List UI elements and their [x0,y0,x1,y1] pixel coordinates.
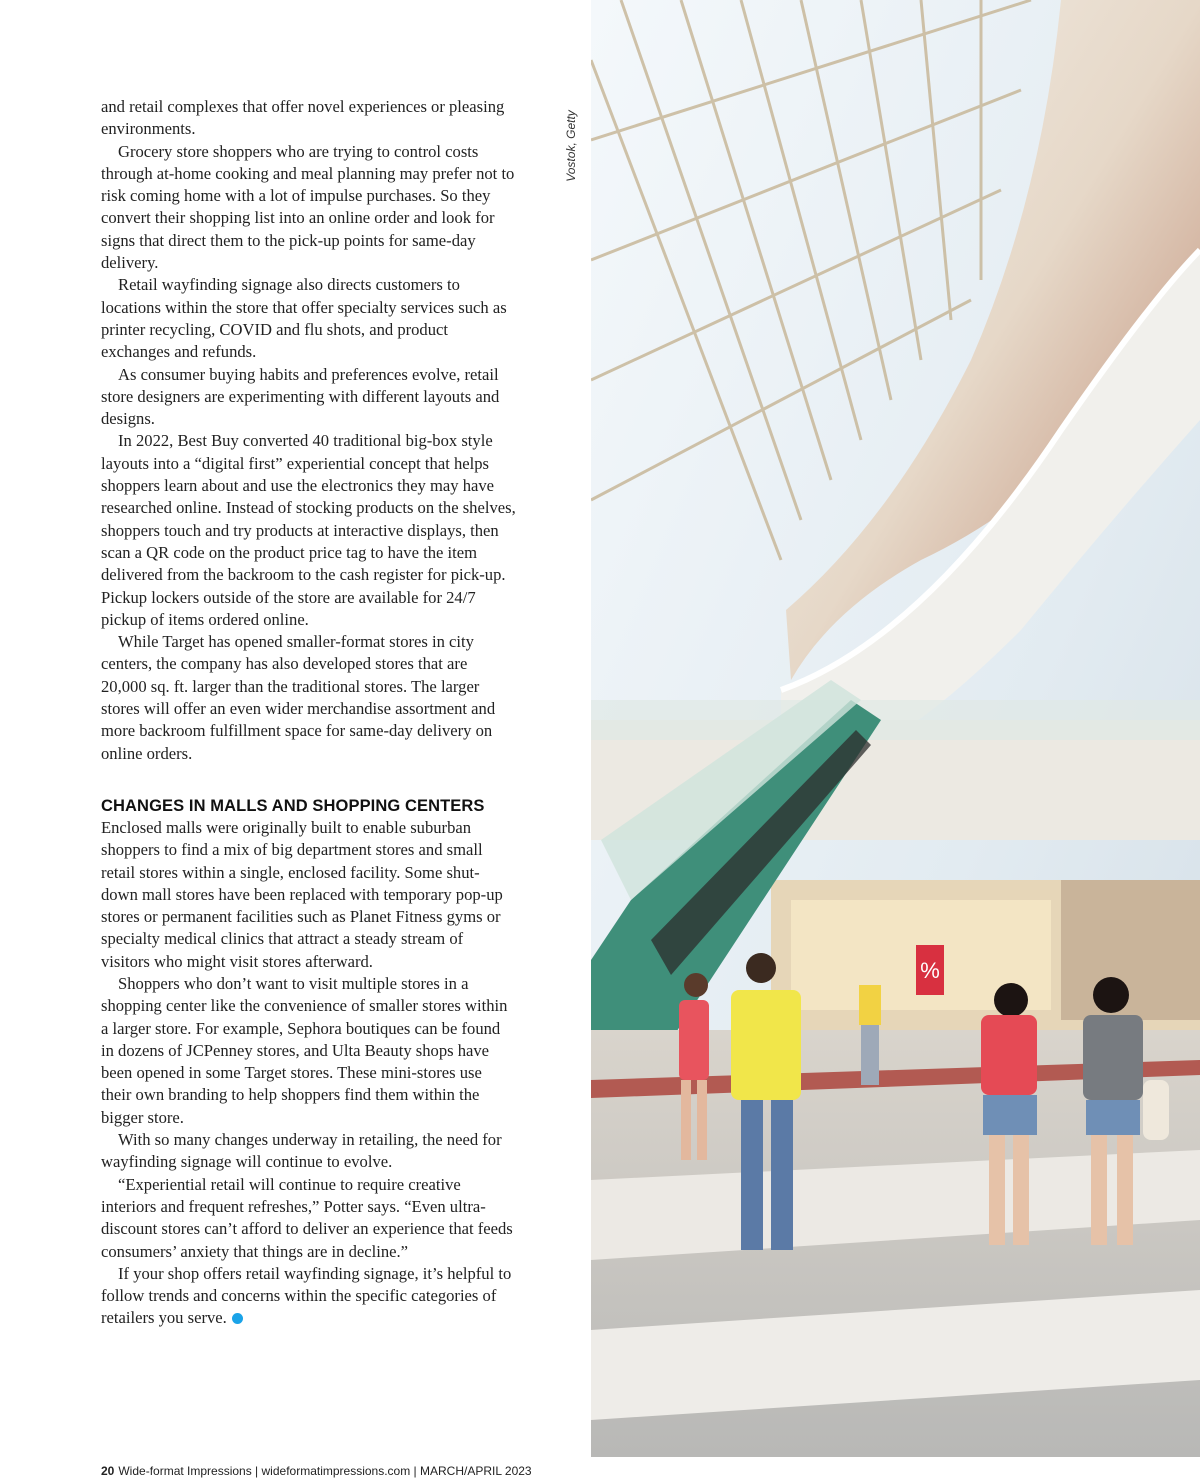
page-footer [101,1464,532,1478]
sale-sign-text: % [920,958,940,983]
paragraph-6: While Target has opened smaller-format stores in city centers, the company has also developed stores that are 20,000 sq. ft. larger than the traditional stores. The larger stores will offer an even wider merchandise assortment and more backroom fulfillment space for same-day delivery on online orders. [101,632,496,763]
shopper-background [859,985,881,1085]
paragraph-5: In 2022, Best Buy converted 40 traditional big-box style layouts into a “digital first” experiential concept that helps shoppers learn about and use the electronics they may have researched online. Instead of stocking products on the shelves, shoppers touch and try products at interactive displays, then scan a QR code on the product price tag to have the item delivered from the backroom to the cash register for pick-up. Pickup lockers outside of the store are available for 24/7 pickup of items ordered online. [101,431,516,629]
paragraph-9: With so many changes underway in retailing, the need for wayfinding signage will continue to evolve. [101,1130,502,1172]
photo-credit-text: Vostok, Getty [564,110,578,182]
paragraph-3: Retail wayfinding signage also directs customers to locations within the store that offer specialty services such as printer recycling, COVID and flu shots, and product exchanges and refunds. [101,275,507,362]
section-heading: CHANGES IN MALLS AND SHOPPING CENTERS [101,796,485,815]
paragraph-8: Shoppers who don’t want to visit multiple stores in a shopping center like the convenience of smaller stores within a larger store. For example, Sephora boutiques can be found in dozens of JCPenney stores, and Ulta Beauty shops have been opened in some Target stores. These mini-stores use their own branding to help shoppers find them within the bigger store. [101,973,508,1127]
upper-railing [591,700,1200,740]
mall-photo [591,0,1200,1457]
store-right [1061,880,1200,1020]
paragraph-11-text: If your shop offers retail wayfinding signage, it’s helpful to follow trends and concerns within the specific categories of retailers you serve. [101,1263,512,1328]
paragraph-7: Enclosed malls were originally built to enable suburban shoppers to find a mix of big department stores and small retail stores within a single, enclosed facility. Some shut-down mall stores have been replaced with temporary pop-up stores or permanent facilities such as Planet Fitness gyms or specialty medical clinics that attract a steady stream of visitors who might visit stores afterward. [101,817,503,971]
photo-credit [562,100,580,192]
end-mark-icon [232,1313,243,1324]
paragraph-1: and retail complexes that offer novel experiences or pleasing environments. [101,97,505,139]
paragraph-4: As consumer buying habits and preferences evolve, retail store designers are experimenting with different layouts and designs. [101,364,500,429]
page-number: 20 [101,1464,115,1478]
article-column [101,96,516,1330]
paragraph-11 [101,1263,516,1330]
paragraph-10: “Experiential retail will continue to require creative interiors and frequent refreshes,” Potter says. “Even ultra-discount stores can’t afford to deliver an experience that feeds consumers’ anxiety that things are in decline.” [101,1174,513,1261]
paragraph-2: Grocery store shoppers who are trying to control costs through at-home cooking and meal planning may prefer not to risk coming home with a lot of impulse purchases. So they convert their shopping list into an online order and look for signs that direct them to the pick-up points for same-day delivery. [101,141,515,273]
footer-text: Wide-format Impressions | wideformatimpressions.com | MARCH/APRIL 2023 [118,1464,532,1478]
